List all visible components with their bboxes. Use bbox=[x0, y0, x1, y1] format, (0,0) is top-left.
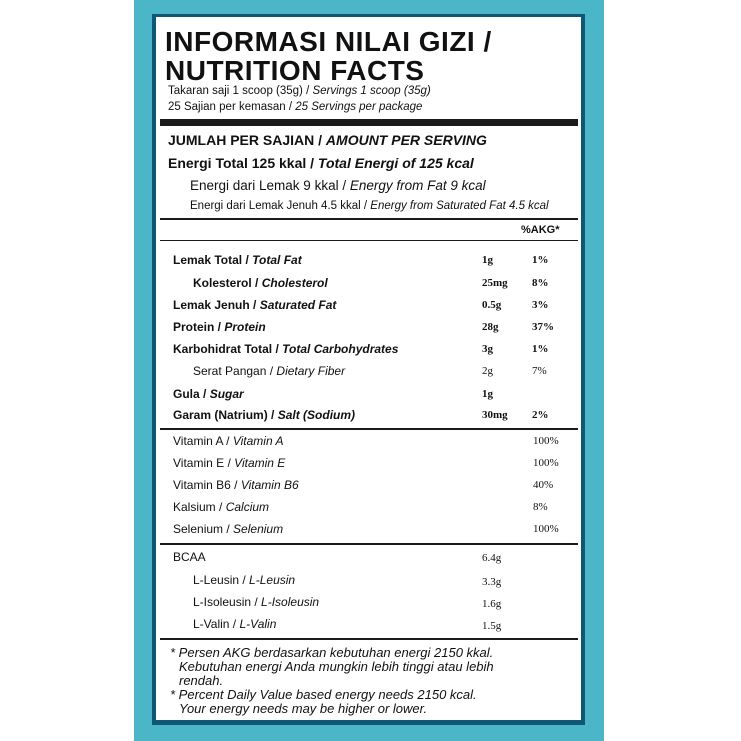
bcaa-label: BCAA bbox=[173, 550, 206, 564]
nutrient-akg: 1% bbox=[532, 343, 549, 355]
nutrient-label: Karbohidrat Total / Total Carbohydrates bbox=[173, 342, 399, 356]
nutrient-label: Gula / Sugar bbox=[173, 387, 244, 401]
vitamin-label: Vitamin A / Vitamin A bbox=[173, 434, 284, 448]
footnote-en-2: Your energy needs may be higher or lower. bbox=[179, 701, 428, 716]
footnote-id-3: rendah. bbox=[179, 673, 224, 688]
bcaa-item-label: L-Leusin / L-Leusin bbox=[193, 573, 296, 587]
bcaa-item-label: L-Valin / L-Valin bbox=[193, 617, 277, 631]
nutrient-amount: 0.5g bbox=[482, 299, 502, 311]
bcaa-item-amount: 1.6g bbox=[482, 598, 502, 610]
vitamin-akg: 100% bbox=[533, 523, 559, 535]
title-line-2: NUTRITION FACTS bbox=[165, 55, 425, 86]
nutrient-akg: 1% bbox=[532, 254, 549, 266]
title-line-1: INFORMASI NILAI GIZI / bbox=[165, 26, 492, 57]
nutrient-amount: 28g bbox=[482, 321, 499, 333]
nutrient-label: Serat Pangan / Dietary Fiber bbox=[193, 364, 346, 378]
footnote-id-1: * Persen AKG berdasarkan kebutuhan energi 2150 kkal. bbox=[170, 645, 494, 660]
nutrient-akg: 37% bbox=[532, 321, 554, 333]
vitamin-label: Vitamin E / Vitamin E bbox=[173, 456, 286, 470]
nutrient-amount: 30mg bbox=[482, 409, 508, 421]
divider bbox=[160, 428, 578, 430]
energy-from-fat: Energi dari Lemak 9 kkal / Energy from Fat 9 kcal bbox=[190, 178, 486, 193]
energy-total: Energi Total 125 kkal / Total Energi of 125 kcal bbox=[168, 155, 474, 171]
nutrient-akg: 7% bbox=[532, 365, 547, 377]
vitamin-label: Vitamin B6 / Vitamin B6 bbox=[173, 478, 299, 492]
amount-per-serving: JUMLAH PER SAJIAN / AMOUNT PER SERVING bbox=[168, 132, 487, 148]
nutrient-label: Lemak Total / Total Fat bbox=[173, 253, 302, 267]
nutrient-amount: 3g bbox=[482, 343, 493, 355]
divider bbox=[160, 543, 578, 545]
nutrient-akg: 2% bbox=[532, 409, 549, 421]
bcaa-item-label: L-Isoleusin / L-Isoleusin bbox=[193, 595, 320, 609]
nutrient-label: Lemak Jenuh / Saturated Fat bbox=[173, 298, 337, 312]
footnote-id-2: Kebutuhan energi Anda mungkin lebih tinggi atau lebih bbox=[179, 659, 494, 674]
nutrient-label: Kolesterol / Cholesterol bbox=[193, 276, 328, 290]
nutrient-amount: 2g bbox=[482, 365, 493, 377]
footnote-en-1: * Percent Daily Value based energy needs 2150 kcal. bbox=[170, 687, 477, 702]
bcaa-amount: 6.4g bbox=[482, 552, 502, 564]
vitamin-label: Selenium / Selenium bbox=[173, 522, 284, 536]
vitamin-akg: 40% bbox=[533, 479, 554, 491]
divider bbox=[160, 638, 578, 640]
vitamin-akg: 100% bbox=[533, 457, 559, 469]
nutrient-amount: 25mg bbox=[482, 277, 508, 289]
energy-from-saturated-fat: Energi dari Lemak Jenuh 4.5 kkal / Energy from Saturated Fat 4.5 kcal bbox=[190, 200, 549, 212]
bcaa-item-amount: 3.3g bbox=[482, 576, 502, 588]
bcaa-item-amount: 1.5g bbox=[482, 620, 502, 632]
nutrient-akg: 8% bbox=[532, 277, 549, 289]
vitamin-akg: 100% bbox=[533, 435, 559, 447]
akg-header: %AKG* bbox=[521, 224, 560, 236]
nutrient-akg: 3% bbox=[532, 299, 549, 311]
divider bbox=[160, 240, 578, 241]
nutrient-label: Protein / Protein bbox=[173, 320, 266, 334]
servings-per-package: 25 Sajian per kemasan / 25 Servings per package bbox=[168, 101, 423, 113]
vitamin-akg: 8% bbox=[533, 501, 548, 513]
vitamin-label: Kalsium / Calcium bbox=[173, 500, 270, 514]
nutrient-label: Garam (Natrium) / Salt (Sodium) bbox=[173, 408, 356, 422]
serving-size: Takaran saji 1 scoop (35g) / Servings 1 scoop (35g) bbox=[168, 85, 431, 97]
nutrient-amount: 1g bbox=[482, 388, 493, 400]
thick-divider bbox=[160, 119, 578, 126]
divider bbox=[160, 218, 578, 220]
nutrient-amount: 1g bbox=[482, 254, 493, 266]
